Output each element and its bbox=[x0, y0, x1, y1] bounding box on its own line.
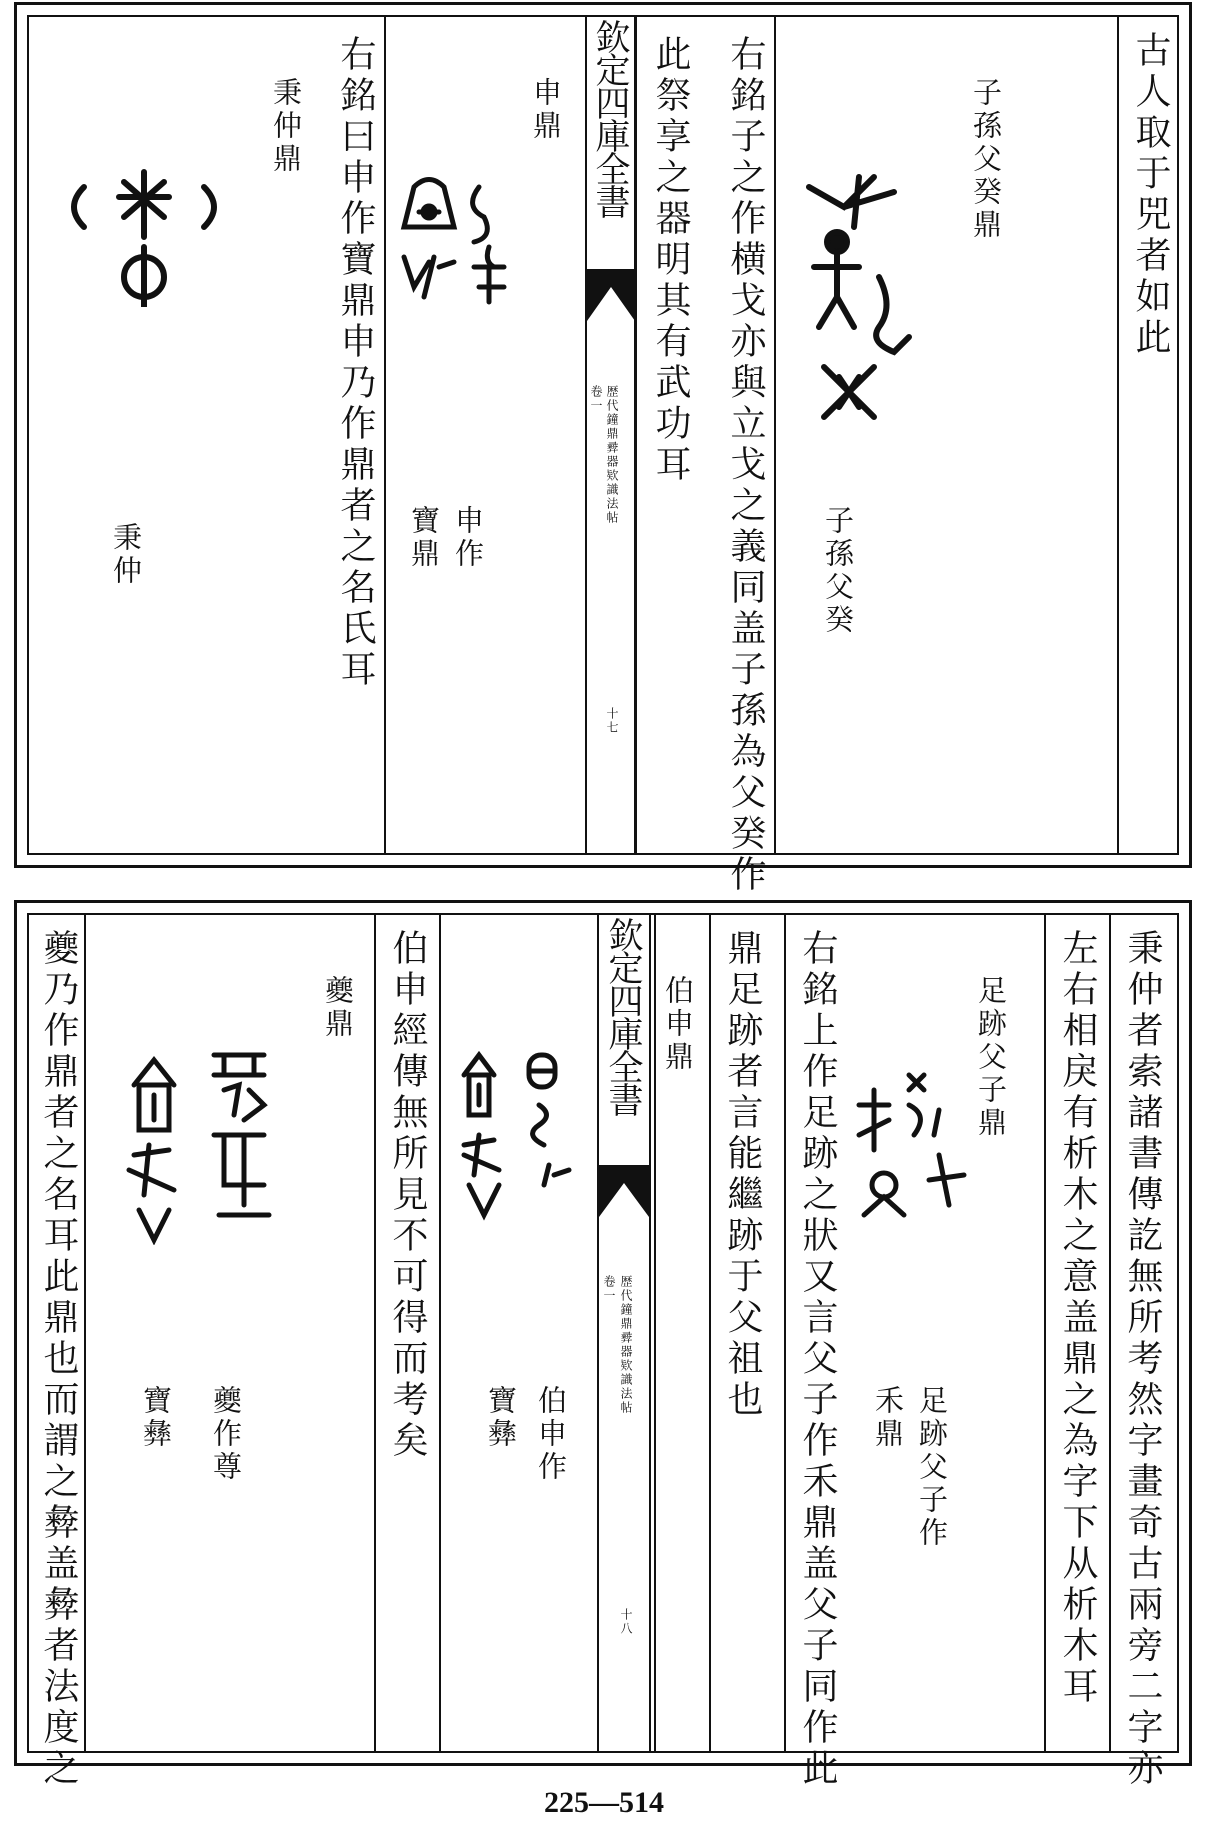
gutter-book-title: 欽定四庫全書 bbox=[603, 917, 643, 1115]
inscription-transcription: 禾鼎 bbox=[871, 1385, 905, 1451]
inscription-transcription: 子孫父癸 bbox=[821, 505, 855, 637]
bottom-page-frame bbox=[27, 913, 1179, 1790]
column-rule bbox=[374, 915, 376, 1751]
column-rule bbox=[784, 915, 786, 1751]
column-rule bbox=[774, 17, 776, 853]
top-page-panel bbox=[14, 2, 1192, 896]
commentary-column: 秉仲者索諸書傳訖無所考然字畫奇古兩旁二字亦 bbox=[1122, 929, 1163, 1790]
gutter-subtitle: 歴代鐘鼎彛器欵識法帖 bbox=[605, 385, 619, 525]
inscription-transcription: 秉仲 bbox=[109, 522, 143, 588]
bronze-inscription-glyph bbox=[394, 167, 514, 307]
bronze-inscription-glyph bbox=[114, 1045, 284, 1245]
commentary-column: 夔乃作鼎者之名耳此鼎也而謂之彜盖彜者法度之 bbox=[38, 929, 79, 1790]
gutter-folio-number: 十八 bbox=[619, 1608, 633, 1636]
gutter-volume: 卷一 bbox=[589, 385, 603, 413]
bronze-inscription-glyph bbox=[454, 1045, 574, 1225]
vessel-title: 伯申鼎 bbox=[661, 975, 695, 1074]
top-page-frame bbox=[27, 15, 1179, 896]
gutter-folio-number: 十七 bbox=[605, 707, 619, 735]
gutter-volume: 卷一 bbox=[602, 1275, 616, 1303]
commentary-column: 右銘上作足跡之狀又言父子作禾鼎盖父子同作此 bbox=[797, 929, 838, 1790]
column-rule bbox=[439, 915, 441, 1751]
commentary-column: 右銘子之作横戈亦與立戈之義同盖子孫為父癸作 bbox=[725, 35, 766, 896]
inscription-transcription: 夔作尊 bbox=[209, 1385, 243, 1484]
gutter-book-title: 欽定四庫全書 bbox=[590, 19, 630, 217]
inscription-transcription: 申作 bbox=[451, 505, 485, 571]
inscription-transcription: 足跡父子作 bbox=[915, 1385, 949, 1550]
fishtail-mark bbox=[599, 1165, 649, 1217]
inscription-transcription: 寶彝 bbox=[139, 1385, 173, 1451]
commentary-column: 右銘曰申作寶鼎申乃作鼎者之名氏耳 bbox=[335, 35, 376, 691]
center-gutter bbox=[597, 915, 651, 1751]
vessel-title: 申鼎 bbox=[529, 77, 563, 143]
vessel-title: 子孫父癸鼎 bbox=[969, 77, 1003, 242]
column-rule bbox=[1109, 915, 1111, 1751]
center-gutter bbox=[585, 17, 637, 853]
inscription-transcription: 寶鼎 bbox=[407, 505, 441, 571]
bronze-inscription-glyph bbox=[59, 167, 229, 307]
commentary-column: 此祭享之器明其有武功耳 bbox=[650, 35, 691, 486]
column-rule bbox=[84, 915, 86, 1751]
inscription-transcription: 伯申作 bbox=[534, 1385, 568, 1484]
fishtail-mark bbox=[587, 269, 635, 321]
column-rule bbox=[384, 17, 386, 853]
gutter-subtitle: 歴代鐘鼎彛器欵識法帖 bbox=[619, 1275, 633, 1415]
bronze-inscription-glyph bbox=[849, 1065, 969, 1225]
column-rule bbox=[654, 915, 656, 1751]
vessel-title: 足跡父子鼎 bbox=[974, 975, 1008, 1140]
commentary-column: 伯申經傳無所見不可得而考矣 bbox=[387, 929, 428, 1462]
column-rule bbox=[1117, 17, 1119, 853]
column-rule bbox=[1044, 915, 1046, 1751]
column-rule bbox=[709, 915, 711, 1751]
inscription-transcription: 寶彝 bbox=[484, 1385, 518, 1451]
commentary-column: 古人取于兕者如此 bbox=[1130, 31, 1171, 359]
commentary-column: 鼎足跡者言能繼跡于父祖也 bbox=[722, 929, 763, 1421]
commentary-column: 左右相戾有析木之意盖鼎之為字下从析木耳 bbox=[1057, 929, 1098, 1708]
page-number: 225—514 bbox=[544, 1786, 664, 1819]
bronze-inscription-glyph bbox=[799, 167, 919, 427]
vessel-title: 夔鼎 bbox=[321, 975, 355, 1041]
bottom-page-panel bbox=[14, 900, 1192, 1790]
vessel-title: 秉仲鼎 bbox=[269, 77, 303, 176]
